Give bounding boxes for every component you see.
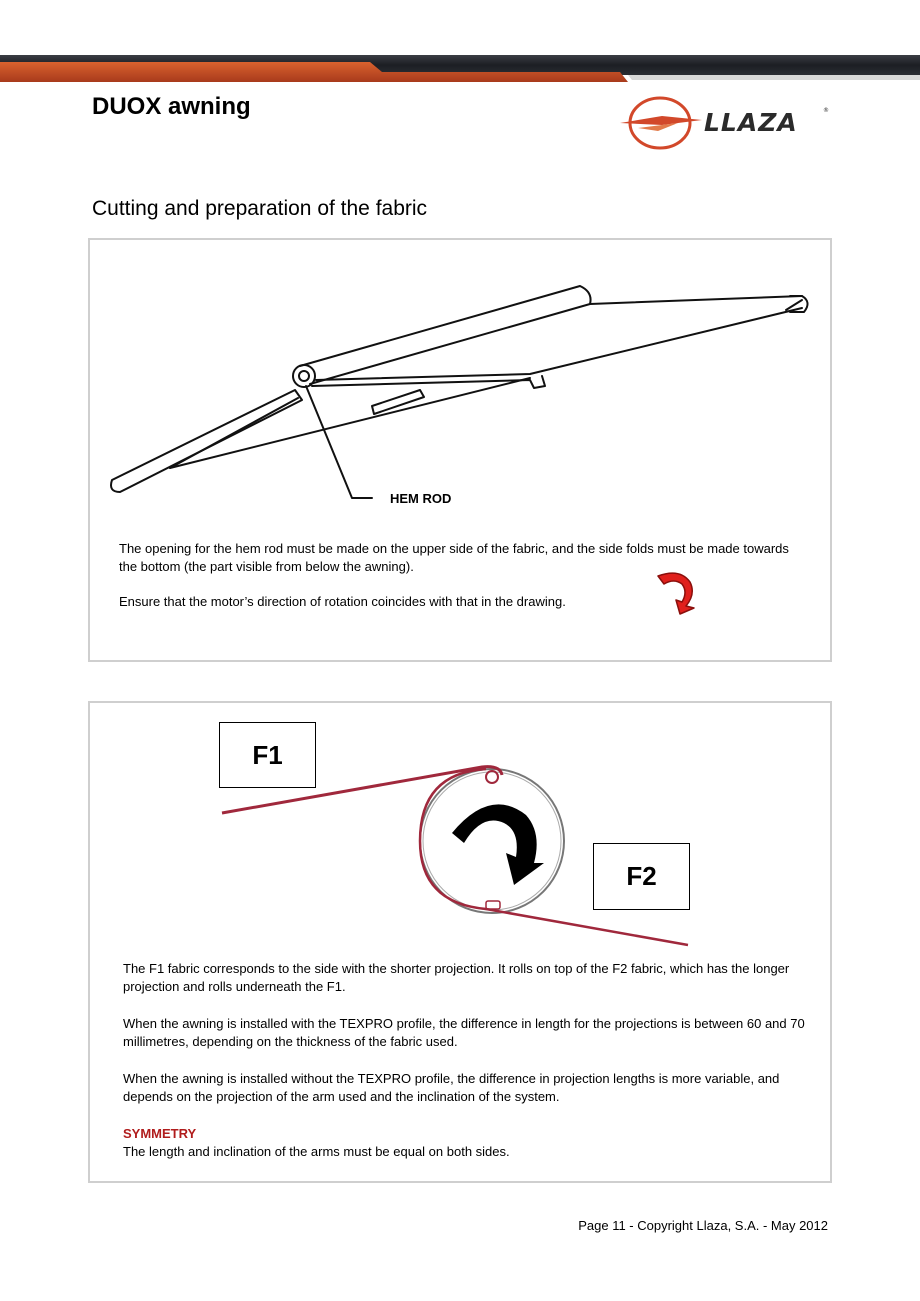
f2-label: F2 — [593, 843, 690, 910]
rotation-arrow-icon — [452, 804, 544, 885]
texpro-paragraph: When the awning is installed with the TEXPRO profile, the difference in length for the projections is between 60 and 70 millimetres, depending on the thickness of the fabric used. — [123, 1016, 805, 1049]
llaza-logo-icon — [618, 94, 833, 152]
symmetry-text: The length and inclination of the arms must be equal on both sides. — [123, 1144, 510, 1159]
symmetry-heading: SYMMETRY — [123, 1126, 197, 1141]
hem-rod-panel — [88, 238, 832, 662]
red-rotation-arrow-icon — [650, 568, 700, 618]
section-title: Cutting and preparation of the fabric — [92, 197, 428, 220]
header-band — [0, 0, 920, 95]
motor-rotation-paragraph: Ensure that the motor’s direction of rotation coincides with that in the drawing. — [119, 594, 566, 609]
document-title: DUOX awning — [92, 93, 251, 120]
page-footer: Page 11 - Copyright Llaza, S.A. - May 2012 — [578, 1218, 828, 1233]
no-texpro-paragraph: When the awning is installed without the TEXPRO profile, the difference in projection lengths is more variable, and depends on the projection of the arm used and the inclination of the system. — [123, 1071, 780, 1104]
f1-f2-paragraph: The F1 fabric corresponds to the side with the shorter projection. It rolls on top of the F2 fabric, which has the longer projection and rolls underneath the F1. — [123, 961, 790, 994]
svg-text:®: ® — [823, 107, 829, 114]
roller-diagram — [90, 703, 834, 1003]
f1-label: F1 — [219, 722, 316, 788]
hem-rod-paragraph: The opening for the hem rod must be made on the upper side of the fabric, and the side folds must be made towards the bottom (the part visible from below the awning). — [119, 541, 789, 574]
fabric-rolling-panel — [88, 701, 832, 1183]
logo-wordmark: LLAZA — [704, 108, 798, 137]
hem-rod-callout: HEM ROD — [390, 491, 452, 506]
